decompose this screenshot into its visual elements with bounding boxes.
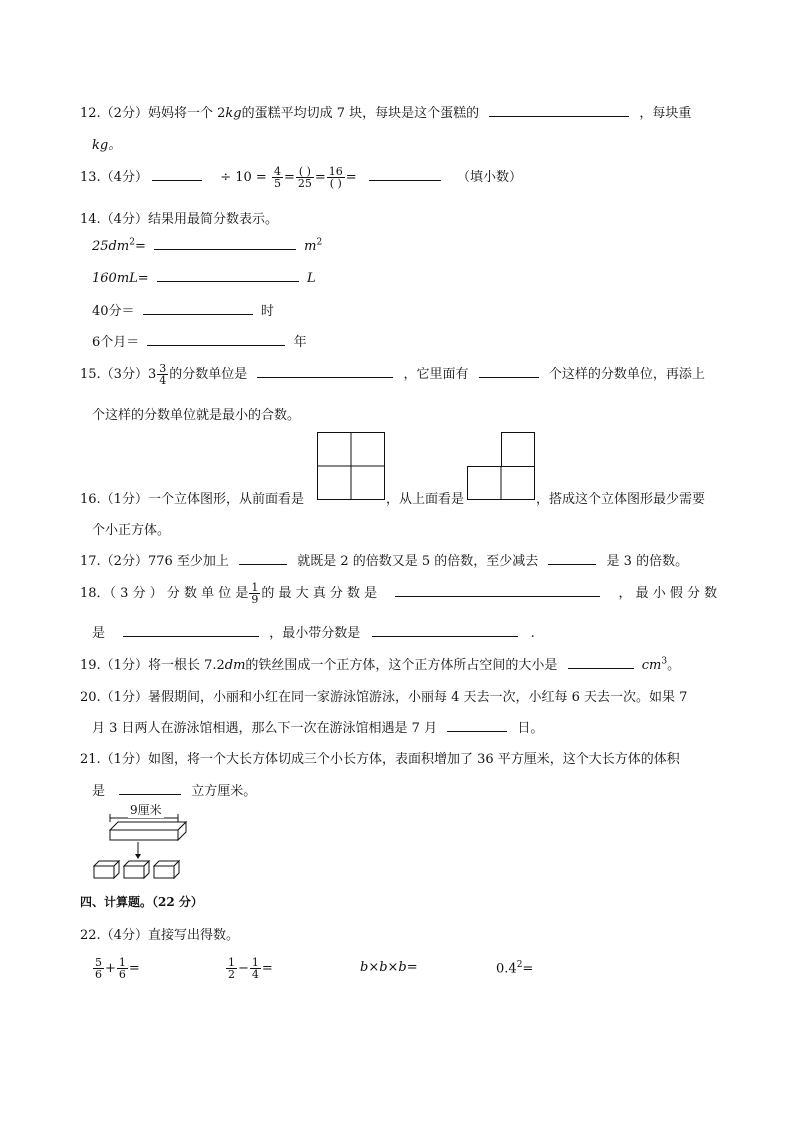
q20-line1: 20.（1分）暑假期间，小丽和小红在同一家游泳馆游泳，小丽每 4 天去一次，小红每 6 天去一次。如果 7 <box>80 690 688 705</box>
q12-line2: kg。 <box>92 138 122 153</box>
q15-line2: 个这样的分数单位就是最小的合数。 <box>92 408 301 423</box>
q16-top-view <box>467 432 535 500</box>
q17-blank-1[interactable] <box>239 552 287 565</box>
q13-frac-3: $\frac{16}{( )}$ <box>328 165 343 190</box>
q16-line1: 16.（1分）一个立体图形，从前面看是 <box>80 492 304 507</box>
q13-line: 13.（4分） ÷ 10 = $\frac{4}{5}$ = $\frac{( )}{25}$ = $\frac{16}{( )}$ = （填小数） <box>80 165 522 190</box>
q15-frac: $\frac{3}{4}$ <box>159 362 167 387</box>
q13-frac-1: $\frac{4}{5}$ <box>273 165 281 190</box>
q22-expr-3: b×b×b= <box>360 960 418 975</box>
q14-row-2: 160mL= L <box>92 271 316 286</box>
q21-blank[interactable] <box>119 782 181 795</box>
q14-blank-3[interactable] <box>143 302 253 315</box>
q18-line2: 是 ，最小带分数是 . <box>92 626 535 641</box>
q14-blank-1[interactable] <box>154 237 296 250</box>
q22-title: 22.（4分）直接写出得数。 <box>80 928 239 943</box>
q17-line: 17.（2分）776 至少加上 就既是 2 的倍数又是 5 的倍数，至少减去 是 3 的倍数。 <box>80 554 689 569</box>
q16-line2: 个小正方体。 <box>92 523 171 538</box>
q15-line1: 15.（3分）3 $\frac{3}{4}$ 的分数单位是 ，它里面有 个这样的分数单位，再添上 <box>80 362 705 387</box>
q21-figure-label: 9厘米 <box>130 803 162 817</box>
q16-suffix: ，搭成这个立体图形最少需要 <box>536 492 706 507</box>
q14-title: 14.（4分）结果用最简分数表示。 <box>80 212 278 227</box>
q20-blank[interactable] <box>447 719 507 732</box>
q20-line2: 月 3 日两人在游泳馆相遇，那么下一次在游泳馆相遇是 7 月 日。 <box>92 721 544 736</box>
q13-blank-1[interactable] <box>152 168 202 181</box>
q18-frac: $\frac{1}{9}$ <box>251 581 259 606</box>
q21-line2: 是 立方厘米。 <box>92 784 257 799</box>
q17-blank-2[interactable] <box>548 552 596 565</box>
q12-line1: 12.（2分）妈妈将一个 2kg的蛋糕平均切成 7 块，每块是这个蛋糕的 ，每块重 <box>80 106 692 121</box>
section-4-title: 四、计算题。（22 分） <box>80 895 203 909</box>
q16-mid: ，从上面看是 <box>386 492 465 507</box>
q18-blank-2[interactable] <box>123 624 259 637</box>
q18-blank-1[interactable] <box>395 584 600 597</box>
q22-expr-2: $\frac{1}{2}$ − $\frac{1}{4}$ = <box>228 956 273 981</box>
q22-expr-4: $0.4^2=$ <box>496 960 534 977</box>
q22-expr-1: $\frac{5}{6}$ + $\frac{1}{6}$ = <box>95 956 140 981</box>
q13-blank-2[interactable] <box>369 168 441 181</box>
q14-row-1: $25dm^2= m^2$ <box>92 237 323 254</box>
q21-line1: 21.（1分）如图，将一个大长方体切成三个小长方体，表面积增加了 36 平方厘米，这个大长方体的体积 <box>80 752 680 767</box>
q13-frac-2: $\frac{( )}{25}$ <box>297 165 312 190</box>
q14-blank-4[interactable] <box>147 333 285 346</box>
q19-line: 19.（1分）将一根长 7.2dm的铁丝围成一个正方体，这个正方体所占空间的大小是 $cm^3$。 <box>80 656 681 673</box>
q14-row-4: 6个月＝ 年 <box>92 335 307 350</box>
q15-blank-2[interactable] <box>479 365 539 378</box>
q18-blank-3[interactable] <box>372 624 518 637</box>
q14-row-3: 40分＝ 时 <box>92 304 274 319</box>
q19-blank[interactable] <box>568 656 634 669</box>
q14-blank-2[interactable] <box>157 269 299 282</box>
q12-blank[interactable] <box>489 104 629 117</box>
q16-front-view <box>317 432 385 500</box>
q18-line1: 18．（ 3 分 ） 分 数 单 位 是 $\frac{1}{9}$ 的 最 大 真 分 数 是 ， 最 小 假 分 数 <box>80 581 718 606</box>
q15-blank-1[interactable] <box>257 365 393 378</box>
